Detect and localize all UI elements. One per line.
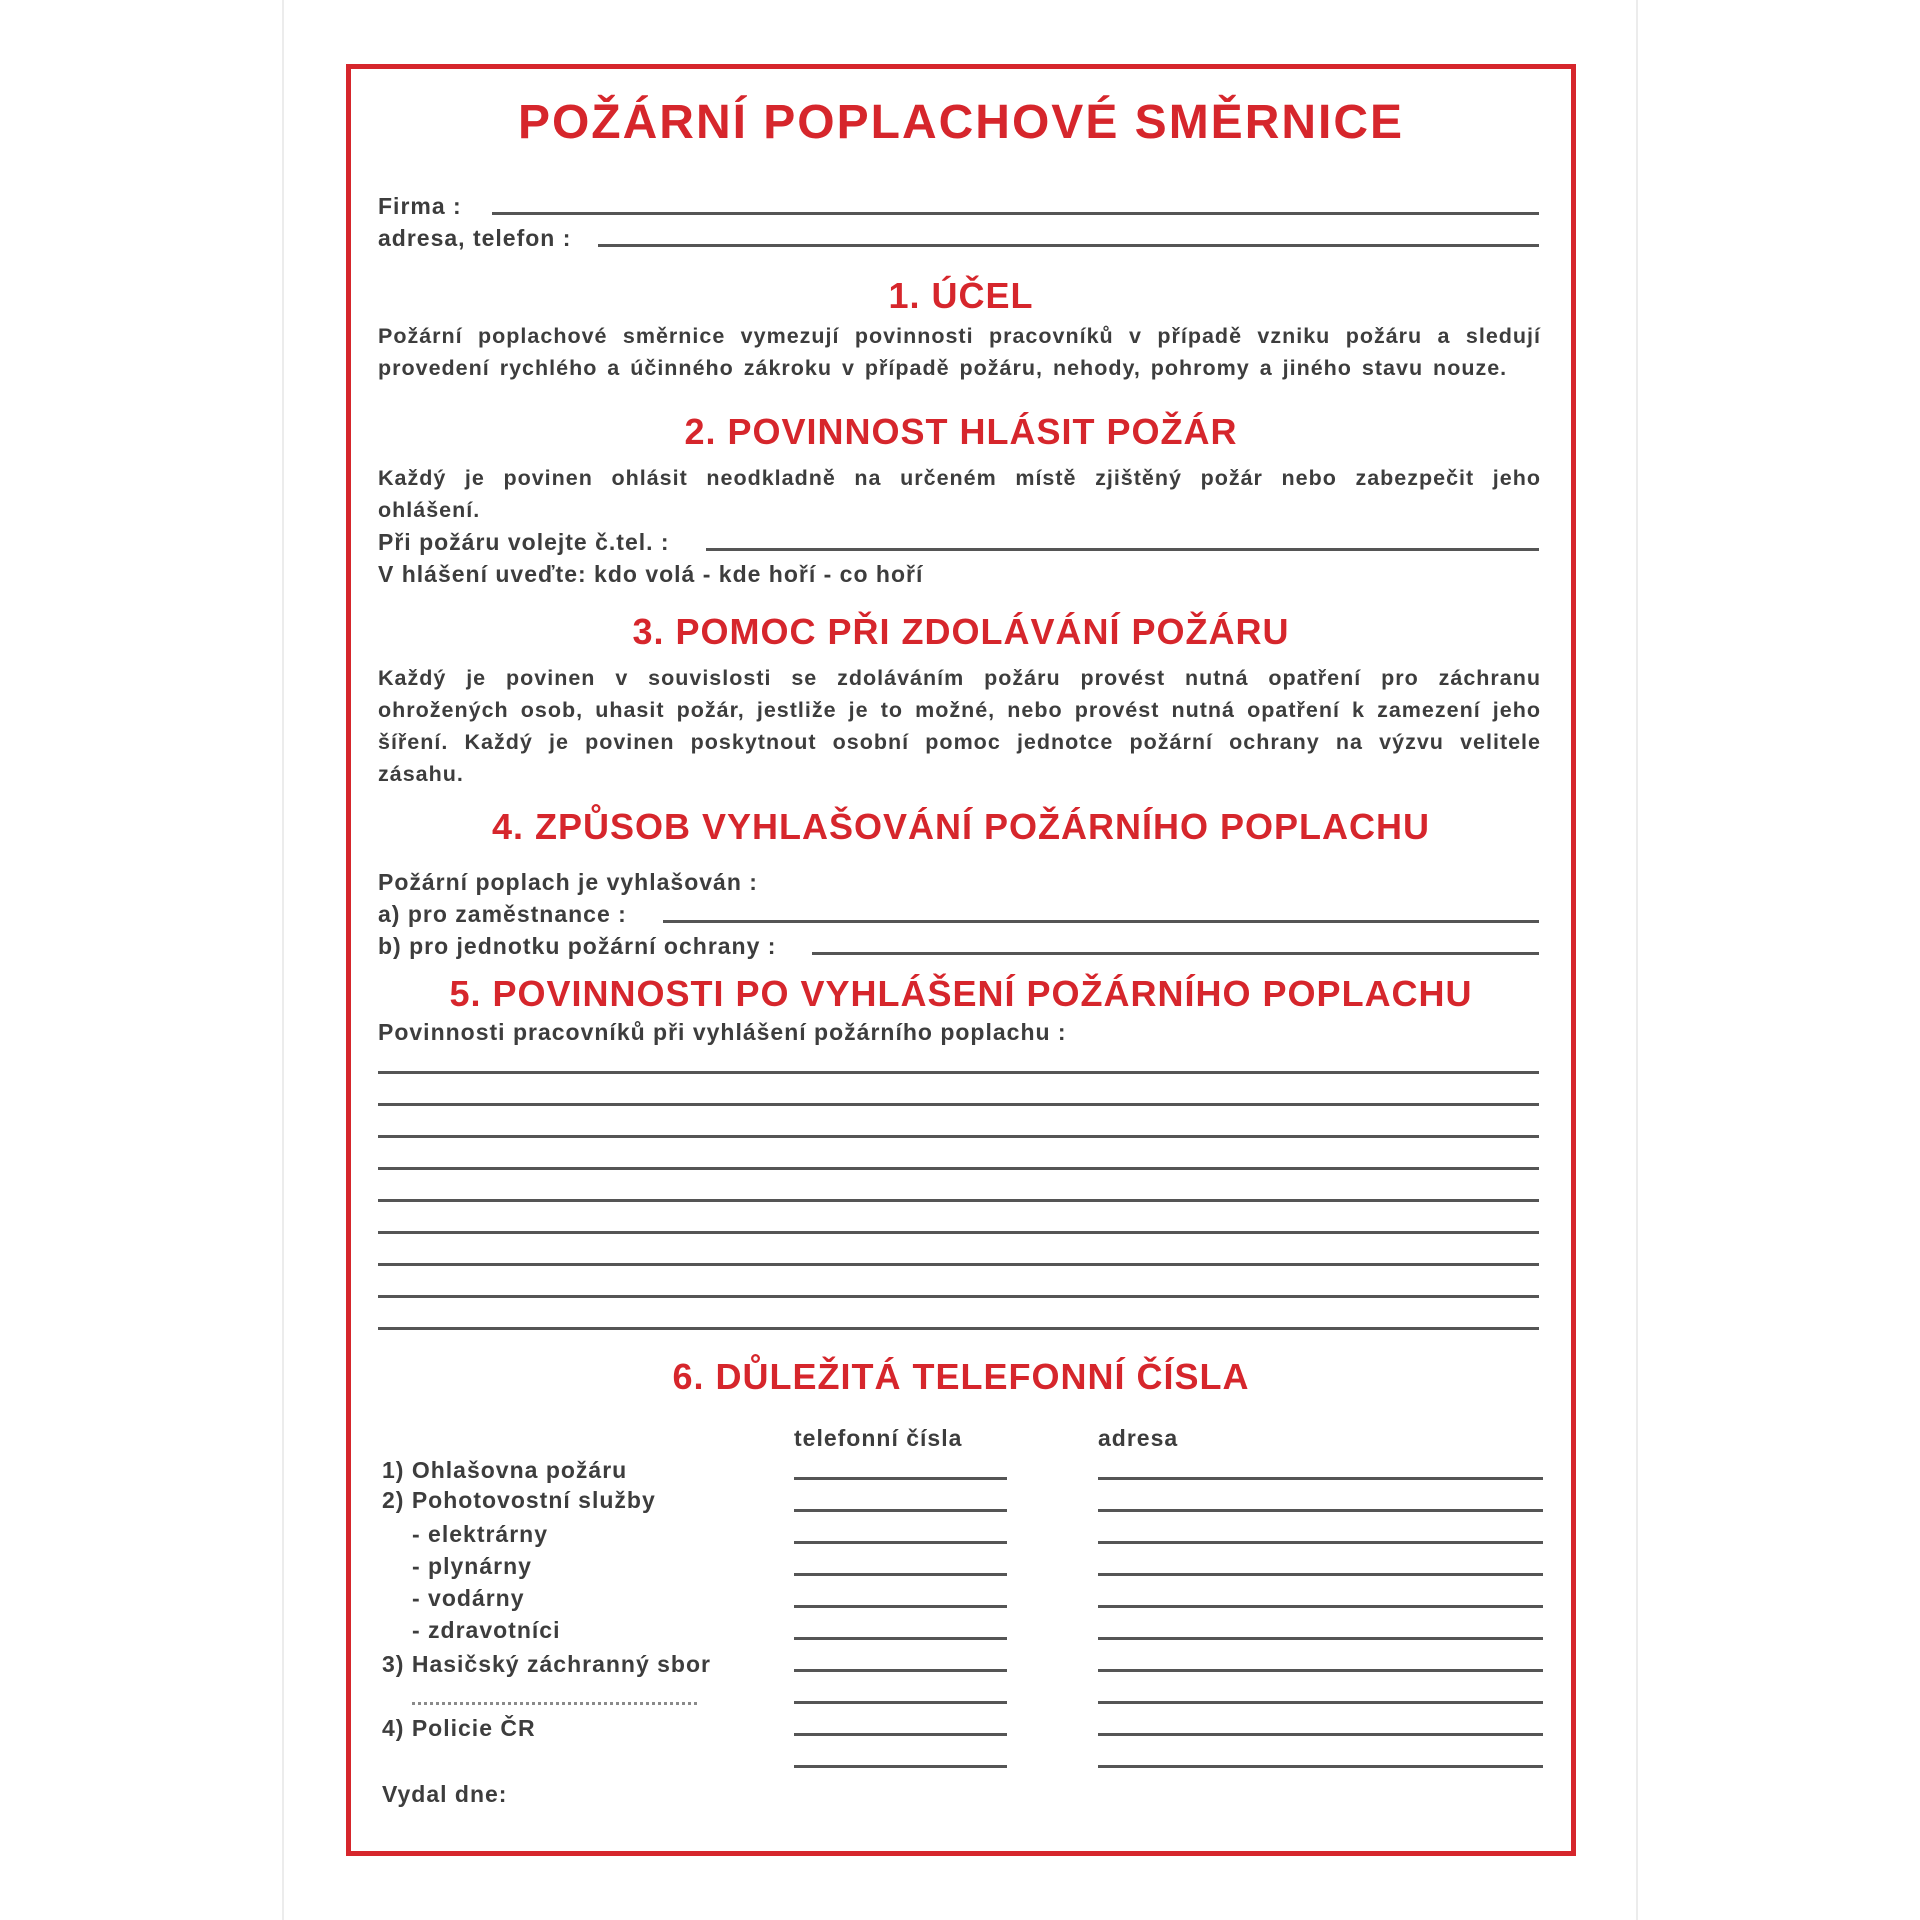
contact-item: - vodárny <box>412 1585 525 1611</box>
issued-date-label: Vydal dne: <box>382 1781 508 1807</box>
phone-label: Při požáru volejte č.tel. : <box>378 529 670 555</box>
phone-field[interactable] <box>706 548 1539 551</box>
employees-label: a) pro zaměstnance : <box>378 901 627 927</box>
address-field[interactable] <box>1098 1605 1543 1608</box>
phone-number-field[interactable] <box>794 1573 1007 1576</box>
employees-field[interactable] <box>663 920 1539 923</box>
address-field[interactable] <box>1098 1733 1543 1736</box>
duties-line[interactable] <box>378 1199 1539 1202</box>
alarm-intro: Požární poplach je vyhlašován : <box>378 869 758 895</box>
duties-line[interactable] <box>378 1135 1539 1138</box>
section-3-text: Každý je povinen v souvislosti se zdoláváním požáru provést nutná opatření pro záchranu ohrožených osob, uhasit požár, jestliže je to možné, nebo provést nutná opatření k zamezení jeho šíření. Každý je povinen poskytnout osobní pomoc jednotce požární ochrany na výzvu velitele zásahu. <box>378 666 1541 786</box>
contact-item: 4) Policie ČR <box>382 1715 536 1741</box>
phone-number-field[interactable] <box>794 1701 1007 1704</box>
phone-number-field[interactable] <box>794 1477 1007 1480</box>
address-field[interactable] <box>1098 1765 1543 1768</box>
duties-intro: Povinnosti pracovníků při vyhlášení požárního poplachu : <box>378 1019 1067 1045</box>
duties-line[interactable] <box>378 1263 1539 1266</box>
firma-label: Firma : <box>378 193 462 219</box>
duties-line[interactable] <box>378 1327 1539 1330</box>
address-field[interactable] <box>1098 1541 1543 1544</box>
phone-number-field[interactable] <box>794 1733 1007 1736</box>
duties-line[interactable] <box>378 1071 1539 1074</box>
section-3-heading: 3. POMOC PŘI ZDOLÁVÁNÍ POŽÁRU <box>632 611 1290 652</box>
contact-item: 1) Ohlašovna požáru <box>382 1457 628 1483</box>
adresa-field[interactable] <box>598 244 1539 247</box>
duties-line[interactable] <box>378 1103 1539 1106</box>
section-1-text: Požární poplachové směrnice vymezují povinnosti pracovníků v případě vzniku požáru a sledují provedení rychlého a účinného zákroku v případě požáru, nehody, pohromy a jiného stavu nouze. <box>378 324 1541 380</box>
contact-item: 3) Hasičský záchranný sbor <box>382 1651 711 1677</box>
phone-number-field[interactable] <box>794 1669 1007 1672</box>
address-field[interactable] <box>1098 1637 1543 1640</box>
custom-contact-dotted-line[interactable] <box>412 1702 697 1705</box>
section-4-heading: 4. ZPŮSOB VYHLAŠOVÁNÍ POŽÁRNÍHO POPLACHU <box>491 806 1431 847</box>
fire-unit-label: b) pro jednotku požární ochrany : <box>378 933 777 959</box>
phone-number-field[interactable] <box>794 1765 1007 1768</box>
report-instructions: V hlášení uveďte: kdo volá - kde hoří - co hoří <box>378 561 924 587</box>
section-5-heading: 5. POVINNOSTI PO VYHLÁŠENÍ POŽÁRNÍHO POPLACHU <box>449 973 1473 1014</box>
firma-field[interactable] <box>492 212 1539 215</box>
fire-unit-field[interactable] <box>812 952 1539 955</box>
section-2-heading: 2. POVINNOST HLÁSIT POŽÁR <box>684 411 1238 452</box>
address-field[interactable] <box>1098 1573 1543 1576</box>
address-field[interactable] <box>1098 1477 1543 1480</box>
column-header-address: adresa <box>1098 1425 1179 1451</box>
contact-item: - zdravotníci <box>412 1617 561 1643</box>
address-field[interactable] <box>1098 1701 1543 1704</box>
duties-line[interactable] <box>378 1167 1539 1170</box>
section-2-text: Každý je povinen ohlásit neodkladně na určeném místě zjištěný požár nebo zabezpečit jeho ohlášení. <box>378 466 1541 522</box>
contact-item: - elektrárny <box>412 1521 549 1547</box>
address-field[interactable] <box>1098 1509 1543 1512</box>
section-6-heading: 6. DŮLEŽITÁ TELEFONNÍ ČÍSLA <box>672 1356 1250 1397</box>
phone-number-field[interactable] <box>794 1637 1007 1640</box>
phone-number-field[interactable] <box>794 1509 1007 1512</box>
phone-number-field[interactable] <box>794 1541 1007 1544</box>
duties-line[interactable] <box>378 1231 1539 1234</box>
page-title: POŽÁRNÍ POPLACHOVÉ SMĚRNICE <box>517 96 1405 149</box>
contact-item: 2) Pohotovostní služby <box>382 1487 656 1513</box>
adresa-label: adresa, telefon : <box>378 225 572 251</box>
phone-number-field[interactable] <box>794 1605 1007 1608</box>
contact-item: - plynárny <box>412 1553 532 1579</box>
section-1-heading: 1. ÚČEL <box>888 275 1034 316</box>
address-field[interactable] <box>1098 1669 1543 1672</box>
column-header-phone: telefonní čísla <box>794 1425 963 1451</box>
duties-line[interactable] <box>378 1295 1539 1298</box>
